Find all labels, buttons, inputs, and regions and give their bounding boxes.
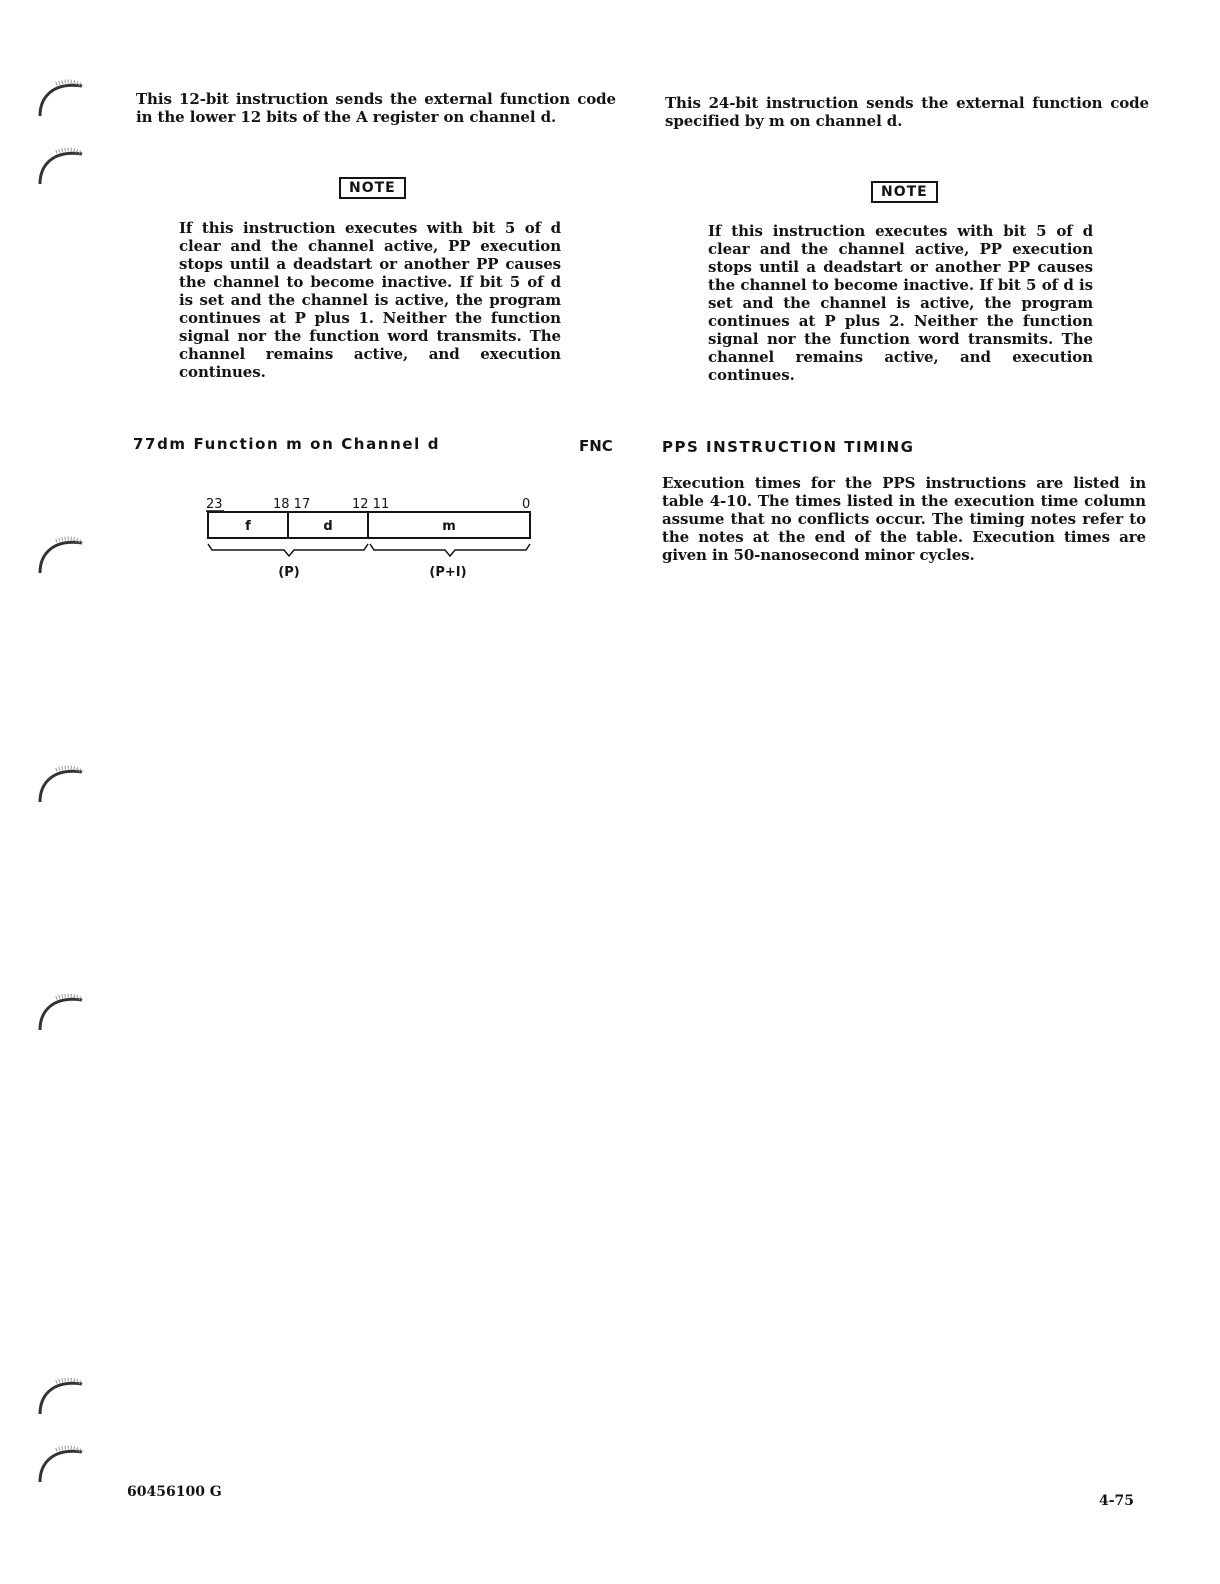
binder-hole-icon <box>36 764 86 804</box>
page-number: 4-75 <box>1099 1493 1135 1509</box>
left-intro-paragraph: This 12-bit instruction sends the external function code in the lower 12 bits of the A register on channel d. <box>136 90 616 126</box>
right-note-text: If this instruction executes with bit 5 of d clear and the channel active, PP execution stops until a deadstart or another PP causes the channel to become inactive. If bit 5 of d is set and the channel is active, the program continues at P plus 2. Neither the function signal nor the function word transmits. The channel remains active, and execution continues. <box>708 222 1093 384</box>
bit-label-23: 23 <box>206 497 223 512</box>
bit-label-12-11: 12 11 <box>352 497 390 512</box>
word-label-p-plus-1: (P+I) <box>429 565 467 580</box>
instruction-format-diagram <box>200 492 540 584</box>
binder-hole-icon <box>36 78 86 118</box>
instruction-mnemonic: FNC <box>579 437 613 455</box>
document-number: 60456100 G <box>127 1484 222 1500</box>
section-paragraph: Execution times for the PPS instructions are listed in table 4-10. The times listed in the execution time column assume that no conflicts occur. The timing notes refer to the notes at the end of the table. Execution times are given in 50-nanosecond minor cycles. <box>662 474 1146 564</box>
field-d: d <box>323 519 333 534</box>
right-intro-paragraph: This 24-bit instruction sends the external function code specified by m on channel d. <box>665 94 1149 130</box>
bit-label-0: 0 <box>522 497 531 512</box>
binder-hole-icon <box>36 1444 86 1484</box>
left-note-label: NOTE <box>339 177 406 199</box>
brace-p <box>208 544 368 556</box>
word-label-p: (P) <box>278 565 300 580</box>
binder-hole-icon <box>36 992 86 1032</box>
right-note-label: NOTE <box>871 181 938 203</box>
binder-hole-icon <box>36 535 86 575</box>
bit-label-18-17: 18 17 <box>273 497 311 512</box>
field-m: m <box>442 519 456 534</box>
instruction-title: 77dm Function m on Channel d <box>133 435 441 453</box>
section-heading: PPS INSTRUCTION TIMING <box>662 438 915 456</box>
left-note-text: If this instruction executes with bit 5 of d clear and the channel active, PP execution stops until a deadstart or another PP causes the channel to become inactive. If bit 5 of d is set and the channel is active, the program continues at P plus 1. Neither the function signal nor the function word transmits. The channel remains active, and execution continues. <box>179 219 561 381</box>
field-f: f <box>245 519 251 534</box>
binder-hole-icon <box>36 146 86 186</box>
binder-hole-icon <box>36 1376 86 1416</box>
brace-p-plus-1 <box>370 544 530 556</box>
